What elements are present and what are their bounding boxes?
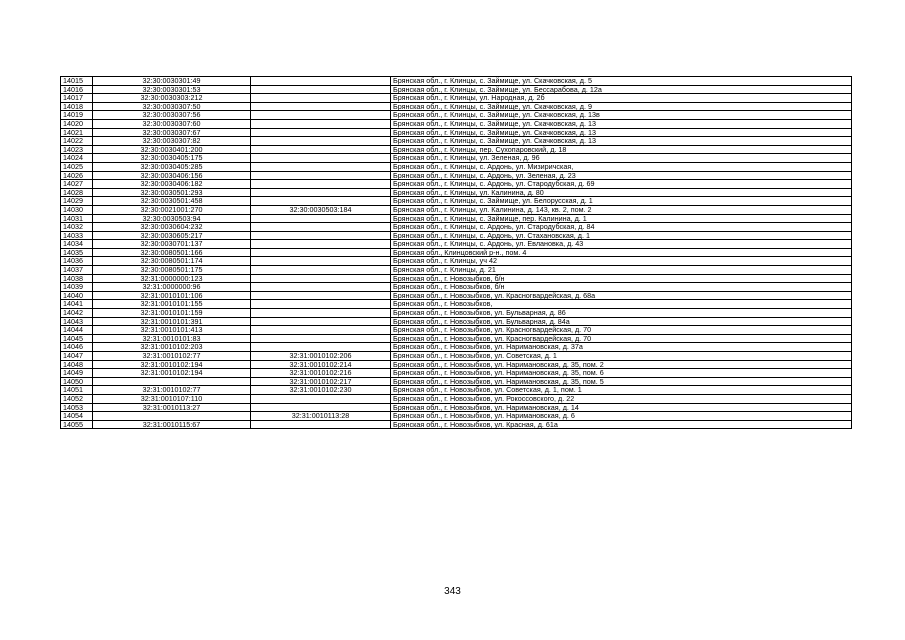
cadastral-number-cell: 32:30:0030307:60 [93,119,251,128]
table-row [61,369,852,378]
table-row [61,214,852,223]
cadastral-number-cell: 32:31:0010101:413 [93,326,251,335]
table-row [61,128,852,137]
row-number-cell: 14039 [61,283,93,292]
linked-cadastral-number-cell [251,128,391,137]
table-row [61,205,852,214]
linked-cadastral-number-cell [251,257,391,266]
linked-cadastral-number-cell [251,334,391,343]
linked-cadastral-number-cell [251,343,391,352]
row-number-cell: 14033 [61,231,93,240]
row-number-cell: 14034 [61,240,93,249]
table-row [61,231,852,240]
cadastral-number-cell: 32:31:0010102:77 [93,386,251,395]
table-row [61,94,852,103]
row-number-cell: 14043 [61,317,93,326]
cadastral-number-cell [93,412,251,421]
cadastral-number-cell: 32:30:0030501:458 [93,197,251,206]
table-row [61,334,852,343]
row-number-cell: 14053 [61,403,93,412]
table-row [61,102,852,111]
linked-cadastral-number-cell [251,394,391,403]
linked-cadastral-number-cell: 32:30:0030503:184 [251,205,391,214]
row-number-cell: 14021 [61,128,93,137]
cadastral-number-cell: 32:30:0030405:175 [93,154,251,163]
row-number-cell: 14025 [61,162,93,171]
cadastral-number-cell: 32:31:0010101:155 [93,300,251,309]
address-cell: Брянская обл., г. Новозыбков, б/н [391,283,852,292]
cadastral-number-cell: 32:30:0030303:212 [93,94,251,103]
row-number-cell: 14028 [61,188,93,197]
address-cell: Брянская обл., г. Новозыбков, ул. Наримановская, д. 14 [391,403,852,412]
cadastral-number-cell: 32:30:0030405:285 [93,162,251,171]
row-number-cell: 14041 [61,300,93,309]
linked-cadastral-number-cell [251,326,391,335]
address-cell: Брянская обл., г. Новозыбков, ул. Советская, д. 1 [391,352,852,361]
linked-cadastral-number-cell [251,137,391,146]
cadastral-number-cell: 32:31:0010102:203 [93,343,251,352]
cadastral-number-cell: 32:30:0030605:217 [93,231,251,240]
row-number-cell: 14035 [61,248,93,257]
table-row [61,317,852,326]
address-cell: Брянская обл., г. Клинцы, с. Займище, ул. Скачковская, д. 13в [391,111,852,120]
table-row [61,403,852,412]
table-row [61,343,852,352]
row-number-cell: 14051 [61,386,93,395]
linked-cadastral-number-cell [251,197,391,206]
linked-cadastral-number-cell [251,283,391,292]
linked-cadastral-number-cell: 32:31:0010113:28 [251,412,391,421]
table-row [61,248,852,257]
table-row [61,111,852,120]
table-row [61,77,852,86]
cadastral-number-cell: 32:31:0000000:96 [93,283,251,292]
address-cell: Брянская обл., г. Новозыбков, ул. Красная, д. 61а [391,420,852,429]
table-row [61,223,852,232]
linked-cadastral-number-cell [251,102,391,111]
address-cell: Брянская обл., г. Новозыбков, ул. Рокоссовского, д. 22 [391,394,852,403]
address-cell: Брянская обл., г. Новозыбков, ул. Бульварная, д. 84а [391,317,852,326]
table-row [61,188,852,197]
address-cell: Брянская обл., г. Клинцы, с. Займище, пер. Калинина, д. 1 [391,214,852,223]
address-cell: Брянская обл., г. Клинцы, с. Займище, ул. Скачковская, д. 13 [391,137,852,146]
table-row [61,300,852,309]
table-row [61,119,852,128]
table-row [61,154,852,163]
linked-cadastral-number-cell [251,119,391,128]
row-number-cell: 14044 [61,326,93,335]
address-cell: Брянская обл., г. Новозыбков, ул. Красногвардейская, д. 70 [391,334,852,343]
row-number-cell: 14022 [61,137,93,146]
cadastral-number-cell: 32:30:0030501:293 [93,188,251,197]
row-number-cell: 14054 [61,412,93,421]
table-row [61,394,852,403]
linked-cadastral-number-cell: 32:31:0010102:214 [251,360,391,369]
table-row [61,197,852,206]
table-row [61,180,852,189]
table-row [61,386,852,395]
linked-cadastral-number-cell [251,300,391,309]
address-cell: Брянская обл., г. Новозыбков, [391,300,852,309]
table-row [61,266,852,275]
linked-cadastral-number-cell: 32:31:0010102:230 [251,386,391,395]
cadastral-number-cell: 32:31:0010102:194 [93,360,251,369]
address-cell: Брянская обл., г. Новозыбков, ул. Наримановская, д. 6 [391,412,852,421]
linked-cadastral-number-cell [251,266,391,275]
linked-cadastral-number-cell [251,162,391,171]
row-number-cell: 14019 [61,111,93,120]
row-number-cell: 14055 [61,420,93,429]
linked-cadastral-number-cell: 32:31:0010102:216 [251,369,391,378]
address-cell: Брянская обл., г. Клинцы, с. Займище, ул. Скачковская, д. 5 [391,77,852,86]
row-number-cell: 14024 [61,154,93,163]
cadastral-number-cell: 32:30:0030503:94 [93,214,251,223]
address-cell: Брянская обл., Клинцовский р-н., пом. 4 [391,248,852,257]
linked-cadastral-number-cell [251,188,391,197]
address-cell: Брянская обл., г. Клинцы, с. Займище, ул. Скачковская, д. 9 [391,102,852,111]
table-row [61,145,852,154]
address-cell: Брянская обл., г. Клинцы, ул. Народная, д. 2б [391,94,852,103]
linked-cadastral-number-cell [251,420,391,429]
row-number-cell: 14027 [61,180,93,189]
row-number-cell: 14031 [61,214,93,223]
cadastral-number-cell: 32:30:0021001:270 [93,205,251,214]
cadastral-number-cell: 32:30:0030406:156 [93,171,251,180]
row-number-cell: 14048 [61,360,93,369]
row-number-cell: 14046 [61,343,93,352]
linked-cadastral-number-cell [251,231,391,240]
address-cell: Брянская обл., г. Клинцы, с. Займище, ул. Скачковская, д. 13 [391,128,852,137]
table-row [61,420,852,429]
table-row [61,257,852,266]
cadastral-number-cell: 32:31:0010102:194 [93,369,251,378]
linked-cadastral-number-cell [251,94,391,103]
table-row [61,412,852,421]
linked-cadastral-number-cell [251,180,391,189]
row-number-cell: 14029 [61,197,93,206]
cadastral-number-cell: 32:30:0030701:137 [93,240,251,249]
address-cell: Брянская обл., г. Клинцы, с. Ардонь, ул. Мизиричская, [391,162,852,171]
cadastral-number-cell: 32:30:0030406:182 [93,180,251,189]
row-number-cell: 14036 [61,257,93,266]
cadastral-number-cell: 32:30:0080501:175 [93,266,251,275]
cadastral-number-cell: 32:30:0030307:50 [93,102,251,111]
table-row [61,137,852,146]
address-cell: Брянская обл., г. Клинцы, пер. Сухопаровский, д. 18 [391,145,852,154]
address-cell: Брянская обл., г. Клинцы, ул. Калинина, д. 80 [391,188,852,197]
linked-cadastral-number-cell [251,291,391,300]
cadastral-number-cell [93,377,251,386]
address-cell: Брянская обл., г. Новозыбков, б/н [391,274,852,283]
linked-cadastral-number-cell [251,403,391,412]
cadastral-number-cell: 32:31:0010113:27 [93,403,251,412]
linked-cadastral-number-cell [251,309,391,318]
address-cell: Брянская обл., г. Новозыбков, ул. Наримановская, д. 35, пом. 6 [391,369,852,378]
address-cell: Брянская обл., г. Клинцы, уч 42 [391,257,852,266]
linked-cadastral-number-cell [251,317,391,326]
address-cell: Брянская обл., г. Клинцы, с. Ардонь, ул. Зеленая, д. 23 [391,171,852,180]
address-cell: Брянская обл., г. Новозыбков, ул. Наримановская, д. 37а [391,343,852,352]
row-number-cell: 14037 [61,266,93,275]
linked-cadastral-number-cell [251,214,391,223]
row-number-cell: 14032 [61,223,93,232]
linked-cadastral-number-cell [251,111,391,120]
row-number-cell: 14016 [61,85,93,94]
cadastral-number-cell: 32:30:0030307:82 [93,137,251,146]
cadastral-number-cell: 32:31:0010115:67 [93,420,251,429]
row-number-cell: 14030 [61,205,93,214]
table-row [61,171,852,180]
row-number-cell: 14040 [61,291,93,300]
linked-cadastral-number-cell [251,248,391,257]
linked-cadastral-number-cell [251,171,391,180]
table-row [61,326,852,335]
table-row [61,309,852,318]
address-cell: Брянская обл., г. Новозыбков, ул. Красногвардейская, д. 68а [391,291,852,300]
cadastral-number-cell: 32:31:0010101:83 [93,334,251,343]
row-number-cell: 14047 [61,352,93,361]
page-number: 343 [444,586,461,597]
table-row [61,377,852,386]
table-row [61,274,852,283]
row-number-cell: 14052 [61,394,93,403]
address-cell: Брянская обл., г. Новозыбков, ул. Красногвардейская, д. 70 [391,326,852,335]
cadastral-number-cell: 32:30:0030307:67 [93,128,251,137]
cadastral-number-cell: 32:31:0010101:106 [93,291,251,300]
address-cell: Брянская обл., г. Клинцы, с. Займище, ул. Бессарабова, д. 12а [391,85,852,94]
row-number-cell: 14050 [61,377,93,386]
cadastral-number-cell: 32:31:0010107:110 [93,394,251,403]
address-cell: Брянская обл., г. Клинцы, с. Ардонь, ул. Евлановка, д. 43 [391,240,852,249]
table-row [61,352,852,361]
row-number-cell: 14038 [61,274,93,283]
cadastral-number-cell: 32:30:0030401:200 [93,145,251,154]
table-row [61,85,852,94]
linked-cadastral-number-cell [251,240,391,249]
cadastral-number-cell: 32:31:0010101:159 [93,309,251,318]
address-cell: Брянская обл., г. Клинцы, ул. Зеленая, д. 96 [391,154,852,163]
cadastral-number-cell: 32:30:0080501:174 [93,257,251,266]
table-row [61,360,852,369]
row-number-cell: 14049 [61,369,93,378]
table-row [61,283,852,292]
address-cell: Брянская обл., г. Новозыбков, ул. Наримановская, д. 35, пом. 5 [391,377,852,386]
registry-table-body [61,77,852,429]
address-cell: Брянская обл., г. Клинцы, с. Ардонь, ул. Стародубская, д. 69 [391,180,852,189]
cadastral-number-cell: 32:30:0030301:53 [93,85,251,94]
linked-cadastral-number-cell [251,145,391,154]
row-number-cell: 14017 [61,94,93,103]
cadastral-number-cell: 32:30:0030604:232 [93,223,251,232]
table-row [61,240,852,249]
cadastral-number-cell: 32:31:0000000:123 [93,274,251,283]
address-cell: Брянская обл., г. Клинцы, с. Займище, ул. Скачковская, д. 13 [391,119,852,128]
row-number-cell: 14018 [61,102,93,111]
row-number-cell: 14023 [61,145,93,154]
cadastral-number-cell: 32:30:0030307:56 [93,111,251,120]
linked-cadastral-number-cell: 32:31:0010102:217 [251,377,391,386]
address-cell: Брянская обл., г. Клинцы, с. Займище, ул. Белорусская, д. 1 [391,197,852,206]
address-cell: Брянская обл., г. Новозыбков, ул. Советская, д. 1, пом. 1 [391,386,852,395]
cadastral-number-cell: 32:30:0030301:49 [93,77,251,86]
linked-cadastral-number-cell: 32:31:0010102:206 [251,352,391,361]
registry-table [60,76,852,429]
linked-cadastral-number-cell [251,85,391,94]
linked-cadastral-number-cell [251,274,391,283]
row-number-cell: 14020 [61,119,93,128]
table-row [61,162,852,171]
cadastral-number-cell: 32:30:0080501:166 [93,248,251,257]
row-number-cell: 14042 [61,309,93,318]
linked-cadastral-number-cell [251,223,391,232]
row-number-cell: 14015 [61,77,93,86]
linked-cadastral-number-cell [251,154,391,163]
address-cell: Брянская обл., г. Новозыбков, ул. Бульварная, д. 86 [391,309,852,318]
address-cell: Брянская обл., г. Клинцы, ул. Калинина, д. 143, кв. 2, пом. 2 [391,205,852,214]
address-cell: Брянская обл., г. Новозыбков, ул. Наримановская, д. 35, пом. 2 [391,360,852,369]
row-number-cell: 14045 [61,334,93,343]
row-number-cell: 14026 [61,171,93,180]
address-cell: Брянская обл., г. Клинцы, с. Ардонь, ул. Стародубская, д. 84 [391,223,852,232]
cadastral-number-cell: 32:31:0010102:77 [93,352,251,361]
cadastral-number-cell: 32:31:0010101:391 [93,317,251,326]
linked-cadastral-number-cell [251,77,391,86]
table-row [61,291,852,300]
address-cell: Брянская обл., г. Клинцы, д. 21 [391,266,852,275]
address-cell: Брянская обл., г. Клинцы, с. Ардонь, ул. Стахановская, д. 1 [391,231,852,240]
